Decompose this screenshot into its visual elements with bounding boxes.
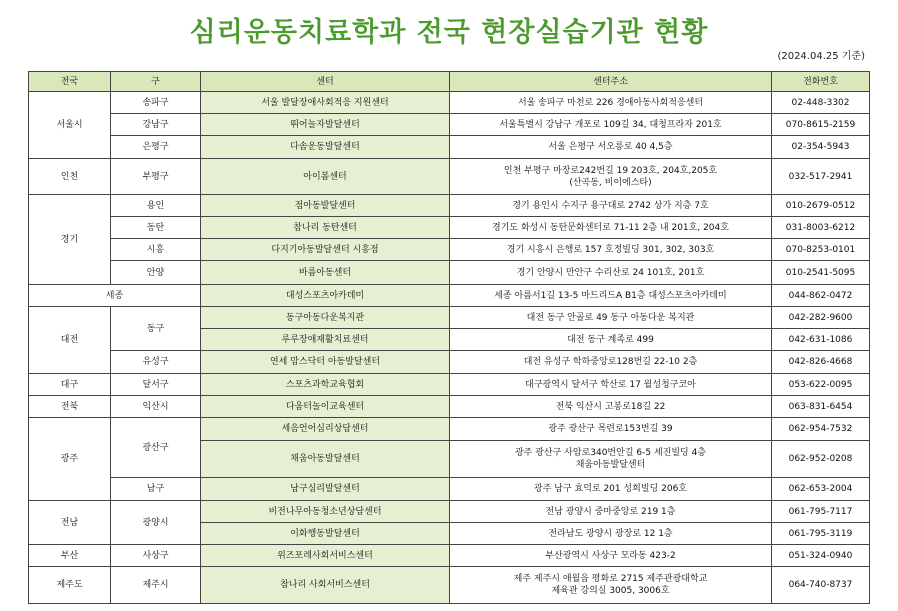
address-cell — [450, 159, 772, 195]
center-cell: 아이봄센터 — [201, 159, 450, 195]
address-line: 광주 광산구 사암로340번안길 6-5 세진빌딩 4층 — [514, 448, 706, 458]
table-row — [29, 478, 870, 501]
address-cell: 경기 시흥시 은행로 157 호정빌딩 301, 302, 303호 — [450, 239, 772, 261]
center-cell: 동구아동다운복지관 — [201, 307, 450, 329]
address-cell: 전남 광양시 중마중앙로 219 1층 — [450, 501, 772, 523]
table-row — [29, 307, 870, 329]
table-row — [29, 92, 870, 114]
district-cell: 동탄 — [111, 217, 201, 239]
center-cell: 뛰어놀자발달센터 — [201, 114, 450, 136]
phone-cell: 070-8615-2159 — [772, 114, 870, 136]
district-cell: 달서구 — [111, 374, 201, 396]
center-cell: 채움아동발달센터 — [201, 441, 450, 478]
center-cell: 서울 발달장애사회적응 지원센터 — [201, 92, 450, 114]
table-row — [29, 501, 870, 523]
table-row — [29, 545, 870, 567]
address-cell: 경기 안양시 만안구 수리산로 24 101호, 201호 — [450, 261, 772, 285]
region-cell: 인천 — [29, 159, 111, 195]
region-cell: 서울시 — [29, 92, 111, 159]
table-row — [29, 217, 870, 239]
address-line: 제주 제주시 애월읍 평화로 2715 제주관광대학교 — [513, 574, 708, 584]
region-cell: 세종 — [29, 285, 201, 307]
district-cell: 은평구 — [111, 136, 201, 159]
region-cell: 제주도 — [29, 567, 111, 604]
address-cell: 서울특별시 강남구 개포로 109길 34, 대청프라자 201호 — [450, 114, 772, 136]
facility-table — [28, 71, 870, 604]
center-cell: 스포츠과학교육협회 — [201, 374, 450, 396]
phone-cell: 051-324-0940 — [772, 545, 870, 567]
address-line: 인천 부평구 마장로242번길 19 203호, 204호,205호 — [503, 165, 718, 176]
district-cell: 동구 — [111, 307, 201, 351]
center-cell: 위즈포레사회서비스센터 — [201, 545, 450, 567]
table-row — [29, 396, 870, 418]
table-row — [29, 374, 870, 396]
region-cell: 경기 — [29, 195, 111, 285]
phone-cell: 042-631-1086 — [772, 329, 870, 351]
center-cell: 대성스포츠아카데미 — [201, 285, 450, 307]
header-region: 전국 — [29, 72, 111, 92]
district-cell: 부평구 — [111, 159, 201, 195]
phone-cell: 044-862-0472 — [772, 285, 870, 307]
address-cell: 대전 동구 안골로 49 동구 아동다운 복지관 — [450, 307, 772, 329]
district-cell: 남구 — [111, 478, 201, 501]
district-cell: 유성구 — [111, 351, 201, 374]
phone-cell: 061-795-3119 — [772, 523, 870, 545]
address-cell: 서울 송파구 마천로 226 경애아동사회적응센터 — [450, 92, 772, 114]
phone-cell: 02-354-5943 — [772, 136, 870, 159]
address-cell: 전북 익산시 고봉로18길 22 — [450, 396, 772, 418]
region-cell: 대전 — [29, 307, 111, 374]
address-cell: 세종 아름서1길 13-5 마드리드A B1층 대성스포츠아카데미 — [450, 285, 772, 307]
table-row — [29, 351, 870, 374]
phone-cell: 042-282-9600 — [772, 307, 870, 329]
center-cell: 바름아동센터 — [201, 261, 450, 285]
district-cell: 광산구 — [111, 418, 201, 478]
district-cell: 강남구 — [111, 114, 201, 136]
phone-cell: 02-448-3302 — [772, 92, 870, 114]
address-line: 채움아동발달센터 — [575, 460, 646, 470]
phone-cell: 062-952-0208 — [772, 441, 870, 478]
center-cell: 세음언어심리상담센터 — [201, 418, 450, 441]
district-cell: 제주시 — [111, 567, 201, 604]
table-row — [29, 261, 870, 285]
address-cell: 대전 동구 계족로 499 — [450, 329, 772, 351]
header-phone: 전화번호 — [772, 72, 870, 92]
phone-cell: 064-740-8737 — [772, 567, 870, 604]
phone-cell: 062-653-2004 — [772, 478, 870, 501]
district-cell: 안양 — [111, 261, 201, 285]
center-cell: 루루장애재활치료센터 — [201, 329, 450, 351]
district-cell: 사상구 — [111, 545, 201, 567]
header-district: 구 — [111, 72, 201, 92]
address-cell: 대전 유성구 학하중앙로128번길 22-10 2층 — [450, 351, 772, 374]
phone-cell: 053-622-0095 — [772, 374, 870, 396]
district-cell: 용인 — [111, 195, 201, 217]
address-cell: 광주 광산구 목련로153번길 39 — [450, 418, 772, 441]
table-row — [29, 195, 870, 217]
table-row — [29, 136, 870, 159]
date-note: (2024.04.25 기준) — [777, 51, 865, 62]
table-row — [29, 159, 870, 195]
phone-cell: 042-826-4668 — [772, 351, 870, 374]
table-row — [29, 285, 870, 307]
phone-cell: 070-8253-0101 — [772, 239, 870, 261]
phone-cell: 010-2541-5095 — [772, 261, 870, 285]
region-cell: 부산 — [29, 545, 111, 567]
table-row — [29, 239, 870, 261]
center-cell: 비전나무아동청소년상담센터 — [201, 501, 450, 523]
center-cell: 다솜운동발달센터 — [201, 136, 450, 159]
address-line: (산곡동, 비이에스타) — [569, 177, 652, 188]
region-cell: 전북 — [29, 396, 111, 418]
center-cell: 참나리 동탄센터 — [201, 217, 450, 239]
phone-cell: 010-2679-0512 — [772, 195, 870, 217]
region-cell: 광주 — [29, 418, 111, 501]
region-cell: 전남 — [29, 501, 111, 545]
address-cell: 서울 은평구 서오릉로 40 4,5층 — [450, 136, 772, 159]
center-cell: 다움터놀이교육센터 — [201, 396, 450, 418]
address-line: 제육관 강의실 3005, 3006호 — [551, 586, 670, 596]
address-cell — [450, 567, 772, 604]
center-cell: 연세 맘스닥터 아동발달센터 — [201, 351, 450, 374]
header-center: 센터 — [201, 72, 450, 92]
district-cell: 시흥 — [111, 239, 201, 261]
district-cell: 광양시 — [111, 501, 201, 545]
page-title: 심리운동치료학과 전국 현장실습기관 현황 — [189, 17, 709, 48]
table-row — [29, 567, 870, 604]
table-header-row — [29, 72, 870, 92]
district-cell: 송파구 — [111, 92, 201, 114]
address-cell: 경기도 화성시 동탄문화센터로 71-11 2층 내 201호, 204호 — [450, 217, 772, 239]
phone-cell: 032-517-2941 — [772, 159, 870, 195]
phone-cell: 063-831-6454 — [772, 396, 870, 418]
address-cell: 대구광역시 달서구 학산로 17 월성청구코아 — [450, 374, 772, 396]
district-cell: 익산시 — [111, 396, 201, 418]
address-cell — [450, 441, 772, 478]
center-cell: 참나리 사회서비스센터 — [201, 567, 450, 604]
table-row — [29, 418, 870, 441]
phone-cell: 031-8003-6212 — [772, 217, 870, 239]
phone-cell: 061-795-7117 — [772, 501, 870, 523]
address-cell: 전라남도 광양시 광장로 12 1층 — [450, 523, 772, 545]
region-cell: 대구 — [29, 374, 111, 396]
phone-cell: 062-954-7532 — [772, 418, 870, 441]
address-cell: 경기 용인시 수지구 용구대로 2742 상가 지층 7호 — [450, 195, 772, 217]
table-row — [29, 114, 870, 136]
header-address: 센터주소 — [450, 72, 772, 92]
address-cell: 광주 남구 효덕로 201 성희빌딩 206호 — [450, 478, 772, 501]
center-cell: 남구심리발달센터 — [201, 478, 450, 501]
center-cell: 이화행동발달센터 — [201, 523, 450, 545]
center-cell: 다지기아동발달센터 시흥점 — [201, 239, 450, 261]
address-cell: 부산광역시 사상구 모라동 423-2 — [450, 545, 772, 567]
center-cell: 점아동발달센터 — [201, 195, 450, 217]
